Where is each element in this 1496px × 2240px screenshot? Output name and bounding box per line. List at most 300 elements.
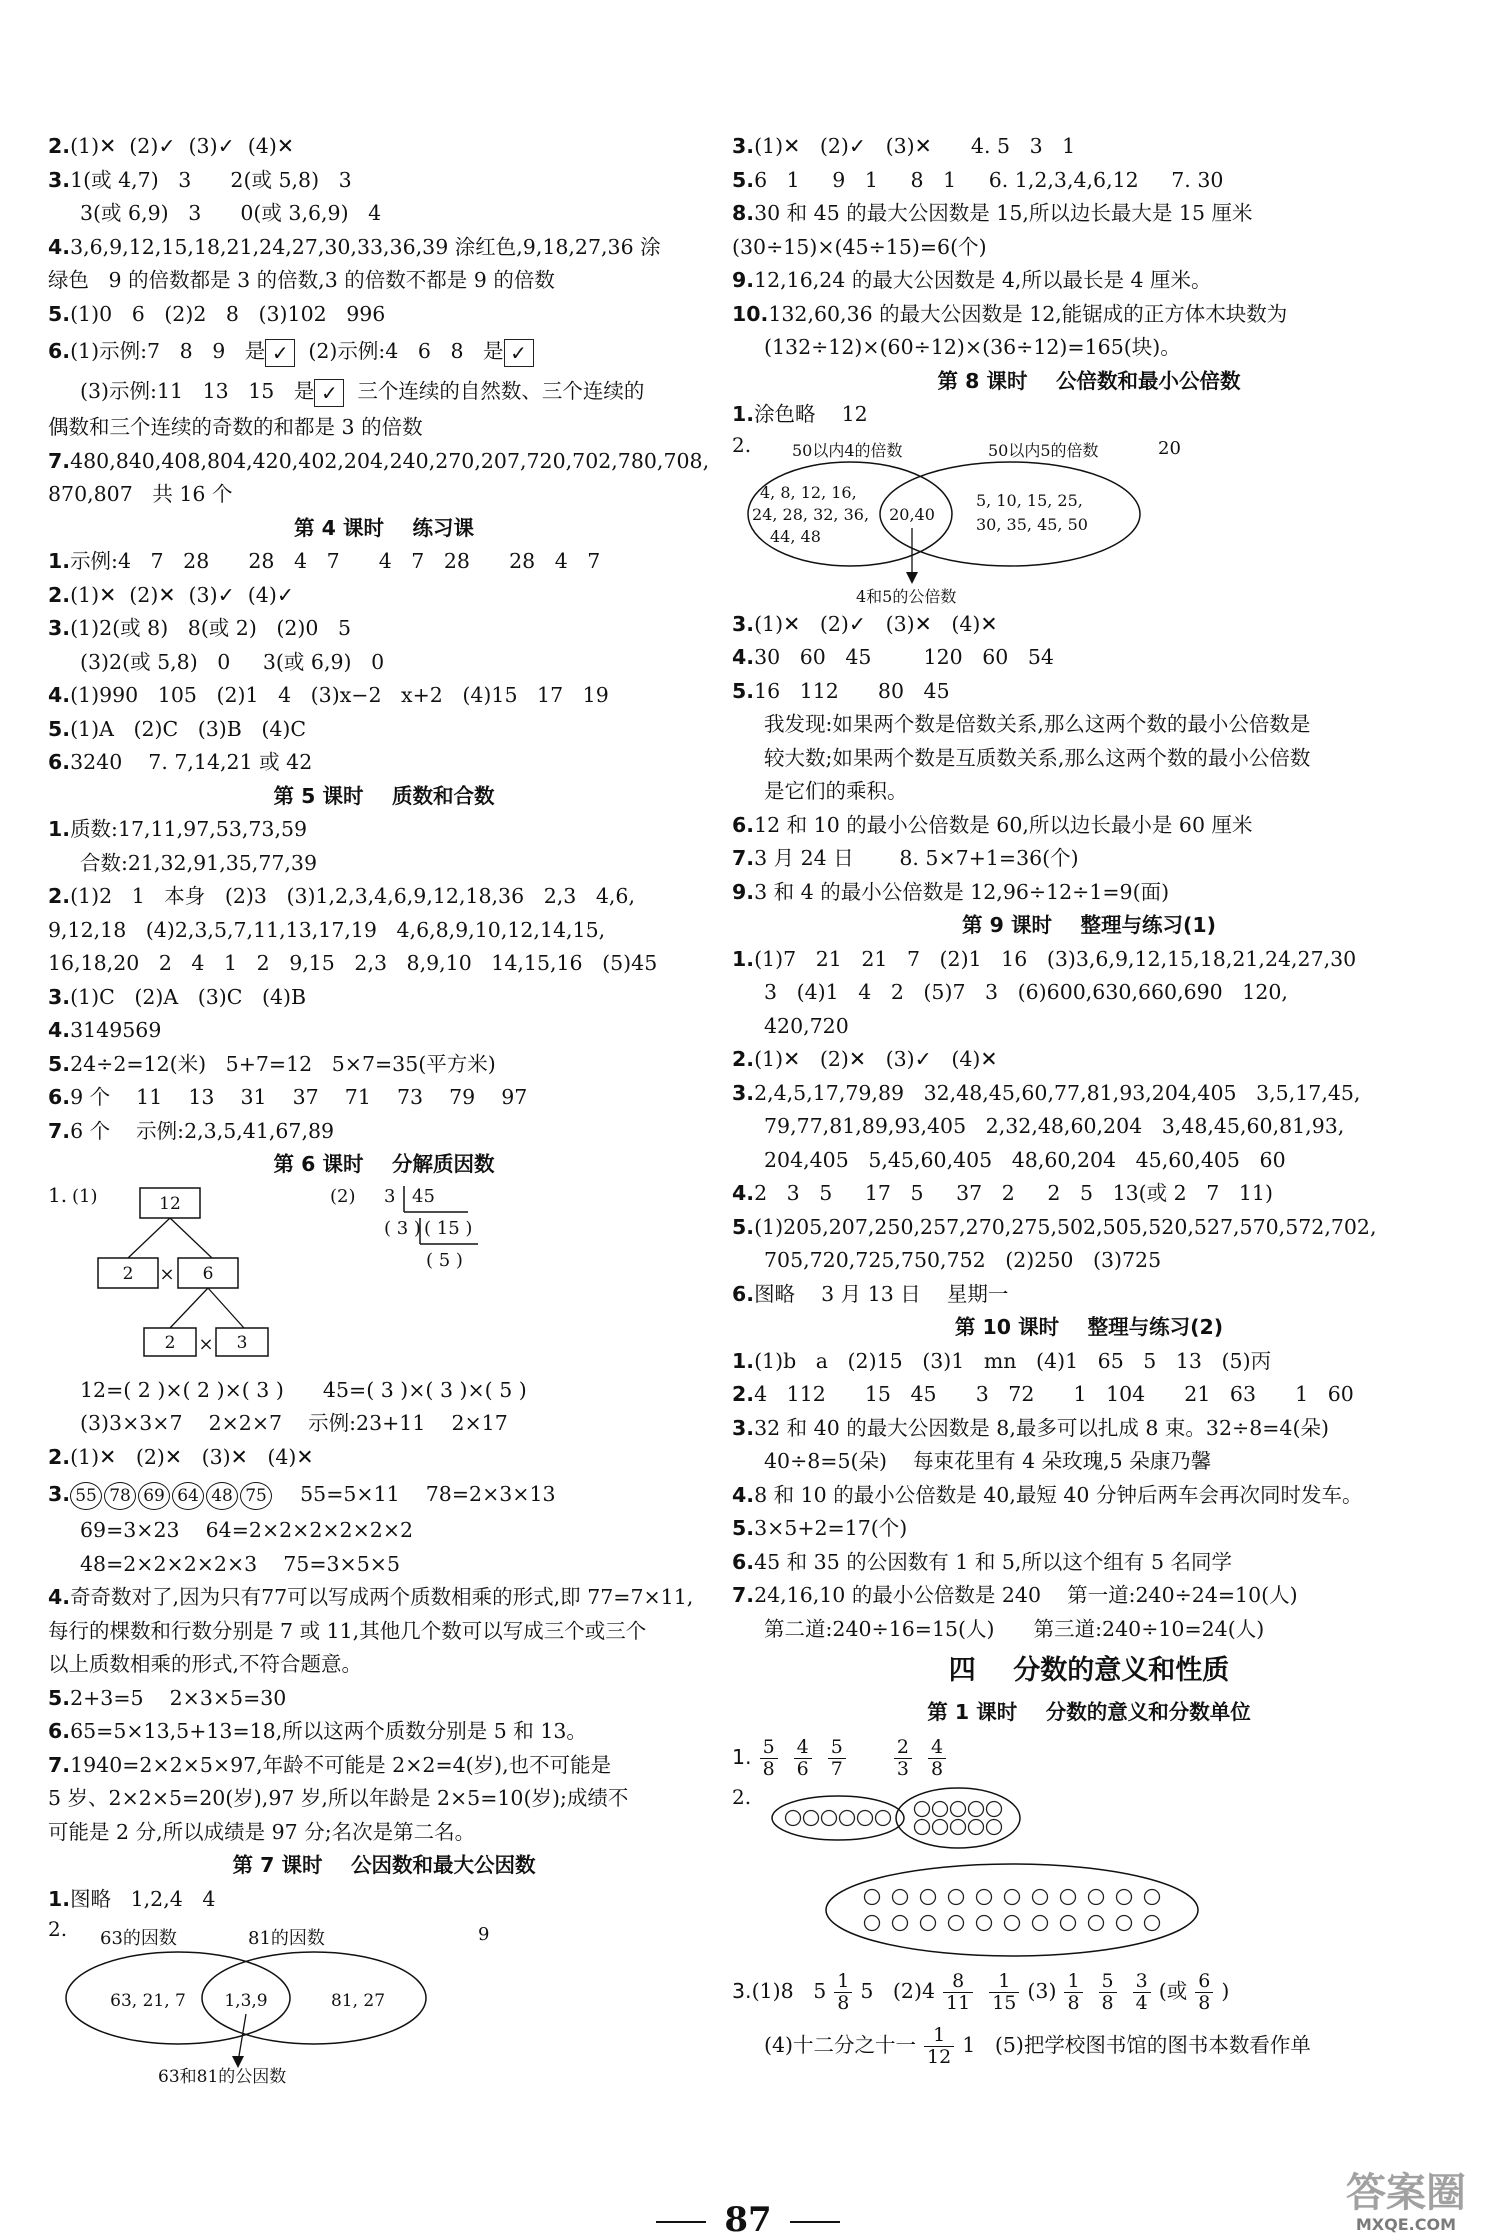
apple-icon bbox=[893, 1915, 908, 1930]
answer-text: ) bbox=[1221, 1978, 1230, 2003]
answer-text: 79,77,81,89,93,405 2,32,48,60,204 3,48,45,60,81,93, bbox=[764, 1114, 1345, 1138]
question-number: 5. bbox=[48, 1685, 71, 1710]
answer-line bbox=[48, 981, 720, 1015]
denominator: 7 bbox=[830, 1757, 843, 1780]
question-number: 10. bbox=[732, 301, 769, 326]
answer-line bbox=[732, 1278, 1446, 1312]
answer-line bbox=[48, 1548, 720, 1582]
apple-groups-diagram bbox=[732, 1784, 1446, 1964]
answer-line bbox=[48, 1749, 720, 1783]
answer-line bbox=[732, 1546, 1446, 1580]
answer-text: 16 112 80 45 bbox=[754, 678, 950, 703]
numerator: 2 bbox=[894, 1737, 912, 1759]
numerator: 4 bbox=[928, 1737, 946, 1759]
question-number: 6. bbox=[48, 339, 71, 363]
answer-text: 图略 1,2,4 4 bbox=[70, 1886, 216, 1911]
answer-text: 绿色 9 的倍数都是 3 的倍数,3 的倍数不都是 9 的倍数 bbox=[48, 268, 555, 292]
answer-text: 3(或 6,9) 3 0(或 3,6,9) 4 bbox=[80, 201, 382, 225]
question-number: 5. bbox=[732, 167, 755, 192]
numerator: 5 bbox=[828, 1737, 846, 1759]
question-number: 1. bbox=[732, 402, 755, 426]
denominator: 8 bbox=[1067, 1991, 1080, 2014]
answer-text: 较大数;如果两个数是互质数关系,那么这两个数的最小公倍数 bbox=[764, 745, 1311, 770]
apple-icon bbox=[915, 1819, 930, 1834]
fraction bbox=[828, 1737, 846, 1780]
answer-text: 204,405 5,45,60,405 48,60,204 45,60,405 60 bbox=[764, 1147, 1286, 1172]
check-box: ✓ bbox=[265, 339, 295, 367]
answer-text: 偶数和三个连续的奇数的和都是 3 的倍数 bbox=[48, 415, 423, 439]
answer-line bbox=[732, 742, 1446, 776]
venn-diagram bbox=[732, 432, 1446, 608]
answer-line bbox=[732, 1964, 1446, 2018]
answer-text: 奇奇数对了,因为只有77可以写成两个质数相乘的形式,即 77=7×11, bbox=[70, 1585, 694, 1609]
numerator: 1 bbox=[834, 1971, 852, 1993]
answer-text: 三个连续的自然数、三个连续的 bbox=[344, 379, 645, 403]
answer-line bbox=[48, 1682, 720, 1716]
denominator: 8 bbox=[1198, 1991, 1211, 2014]
answer-line bbox=[48, 1715, 720, 1749]
answer-text: (3) bbox=[1027, 1978, 1057, 2003]
answer-line bbox=[48, 411, 720, 445]
apple-icon bbox=[1061, 1915, 1076, 1930]
answer-line bbox=[48, 545, 720, 579]
answer-line bbox=[48, 612, 720, 646]
answer-line bbox=[732, 231, 1446, 265]
apple-icon bbox=[876, 1810, 891, 1825]
answer-text: 3×5+2=17(个) bbox=[754, 1516, 908, 1540]
answer-text: 2,4,5,17,79,89 32,48,45,60,77,81,93,204,405 3,5,17,45, bbox=[754, 1080, 1361, 1105]
apple-icon bbox=[1117, 1915, 1132, 1930]
answer-text: (1)✕ (2)✓ (3)✓ (4)✕ bbox=[70, 134, 295, 158]
pointer-arrow bbox=[238, 2014, 246, 2062]
unit-heading: 四 分数的意义和性质 bbox=[948, 1655, 1230, 1686]
fraction bbox=[1064, 1971, 1082, 2014]
answer-line bbox=[732, 1177, 1446, 1211]
apple-icon bbox=[822, 1810, 837, 1825]
answer-text: 30 60 45 120 60 54 bbox=[754, 645, 1054, 669]
question-number: 4. bbox=[48, 1018, 71, 1042]
answer-text: 第二道:240÷16=15(人) 第三道:240÷10=24(人) bbox=[764, 1616, 1265, 1641]
tree-right-box-label: 6 bbox=[202, 1263, 214, 1284]
answer-text: 3 和 4 的最小公倍数是 12,96÷12÷1=9(面) bbox=[754, 879, 1170, 904]
lesson-heading: 第 9 课时 整理与练习(1) bbox=[961, 913, 1217, 937]
apple-icon bbox=[933, 1819, 948, 1834]
question-number: 3. bbox=[732, 134, 755, 158]
answer-line bbox=[732, 1579, 1446, 1613]
set-label: 63的因数 bbox=[100, 1928, 177, 1949]
answer-line bbox=[732, 943, 1446, 977]
question-number: 1. bbox=[48, 817, 71, 841]
answer-line bbox=[732, 1479, 1446, 1513]
answer-text: 30 和 45 的最大公因数是 15,所以边长最大是 15 厘米 bbox=[754, 201, 1253, 225]
apple-icon bbox=[858, 1810, 873, 1825]
question-number: 6. bbox=[732, 1549, 755, 1574]
answer-text: 质数:17,11,97,53,73,59 bbox=[70, 817, 308, 841]
answer-line bbox=[732, 1730, 1446, 1784]
answer-text: (或 bbox=[1158, 1978, 1188, 2003]
question-number: 2. bbox=[48, 884, 71, 908]
apple-icon bbox=[1005, 1889, 1020, 1904]
answer-text: (1)示例:7 8 9 是 bbox=[70, 339, 266, 363]
answer-line bbox=[732, 876, 1446, 910]
apple-icon bbox=[969, 1801, 984, 1816]
question-number: 3. bbox=[48, 616, 71, 640]
answer-text: 3 月 24 日 8. 5×7+1=36(个) bbox=[754, 846, 1079, 870]
question-number: 4. bbox=[732, 1482, 755, 1507]
fraction bbox=[924, 2025, 954, 2068]
answer-text: 705,720,725,750,752 (2)250 (3)725 bbox=[764, 1248, 1162, 1272]
answer-text: (1)8 5 bbox=[751, 1978, 827, 2003]
answer-line bbox=[48, 679, 720, 713]
answer-line bbox=[732, 1010, 1446, 1044]
question-number: 4. bbox=[48, 234, 71, 259]
question-number: 7. bbox=[48, 448, 71, 473]
answer-text: (1)2 1 本身 (2)3 (3)1,2,3,4,6,9,12,18,36 2,3 4,6, bbox=[70, 884, 635, 908]
answer-line bbox=[48, 947, 720, 981]
answer-line bbox=[48, 197, 720, 231]
answer-line bbox=[732, 775, 1446, 809]
answer-text: (1)✕ (2)✕ (3)✕ (4)✕ bbox=[70, 1444, 314, 1469]
answer-line bbox=[48, 1407, 720, 1441]
apple-icon bbox=[949, 1889, 964, 1904]
answer-text: 9,12,18 (4)2,3,5,7,11,13,17,19 4,6,8,9,10,12,14,15, bbox=[48, 917, 606, 942]
answer-line bbox=[732, 976, 1446, 1010]
denominator: 3 bbox=[896, 1757, 909, 1780]
apple-icon bbox=[865, 1915, 880, 1930]
dividend: 45 bbox=[412, 1185, 435, 1207]
watermark-logo: 答案圈 bbox=[1346, 2170, 1466, 2216]
answer-line bbox=[48, 1581, 720, 1615]
lesson-heading: 第 4 课时 练习课 bbox=[293, 515, 475, 540]
apple-icon bbox=[865, 1889, 880, 1904]
question-number: 7. bbox=[48, 1752, 71, 1777]
question-number: 2. bbox=[48, 1444, 71, 1469]
answer-line bbox=[732, 1211, 1446, 1245]
fraction bbox=[928, 1737, 946, 1780]
fraction bbox=[1099, 1971, 1117, 2014]
apple-icon bbox=[1061, 1889, 1076, 1904]
answer-text: (3)3×3×7 2×2×7 示例:23+11 2×17 bbox=[80, 1411, 508, 1435]
question-number: 9. bbox=[732, 268, 755, 292]
answer-text: 16,18,20 2 4 1 2 9,15 2,3 8,9,10 14,15,16 (5)45 bbox=[48, 951, 658, 975]
answer-text: (1)✕ (2)✕ (3)✓ (4)✓ bbox=[70, 582, 295, 607]
fraction bbox=[760, 1737, 778, 1780]
answer-line bbox=[732, 197, 1446, 231]
answer-text: 420,720 bbox=[764, 1013, 849, 1038]
answer-line bbox=[732, 842, 1446, 876]
set-label: 50以内5的倍数 bbox=[988, 440, 1099, 460]
answer-line bbox=[48, 130, 720, 164]
question-number: 6. bbox=[48, 1085, 71, 1109]
answer-line bbox=[48, 1081, 720, 1115]
answer-value: 9 bbox=[478, 1924, 490, 1945]
answer-text: (1)✕ (2)✓ (3)✕ 4. 5 3 1 bbox=[754, 134, 1076, 158]
answer-line bbox=[48, 813, 720, 847]
answer-line bbox=[48, 1115, 720, 1149]
answer-text: 每行的棵数和行数分别是 7 或 11,其他几个数可以写成三个或三个 bbox=[48, 1618, 647, 1643]
question-number: 1. bbox=[48, 1182, 68, 1207]
question-number: 1. bbox=[48, 549, 71, 573]
answer-text: (1)990 105 (2)1 4 (3)x−2 x+2 (4)15 17 19 bbox=[70, 683, 609, 707]
numerator: 3 bbox=[1133, 1971, 1151, 1993]
answer-line bbox=[732, 1110, 1446, 1144]
apple-icon bbox=[987, 1819, 1002, 1834]
apple-icon bbox=[951, 1801, 966, 1816]
set-b-values: 30, 35, 45, 50 bbox=[976, 514, 1088, 534]
apple-icon bbox=[977, 1889, 992, 1904]
numerator: 1 bbox=[924, 2025, 954, 2047]
question-number: 3. bbox=[48, 167, 71, 192]
venn-diagram bbox=[48, 1916, 720, 2086]
divisor: 3 bbox=[384, 1185, 396, 1207]
question-number: 3. bbox=[732, 1978, 752, 2003]
apple-icon bbox=[921, 1889, 936, 1904]
answer-text: (1)C (2)A (3)C (4)B bbox=[70, 984, 307, 1009]
answer-text: 55=5×11 78=2×3×13 bbox=[274, 1482, 556, 1506]
answer-line bbox=[48, 579, 720, 613]
intersection-label: 63和81的公因数 bbox=[158, 2067, 287, 2086]
denominator: 8 bbox=[1101, 1991, 1114, 2014]
answer-text: 示例:4 7 28 28 4 7 4 7 28 28 4 7 bbox=[70, 549, 601, 573]
question-number: 3. bbox=[732, 611, 755, 636]
answer-line bbox=[48, 1883, 720, 1917]
apple-icon bbox=[1005, 1915, 1020, 1930]
answer-text: 32 和 40 的最大公因数是 8,最多可以扎成 8 束。32÷8=4(朵) bbox=[754, 1415, 1329, 1440]
apple-icon bbox=[1033, 1915, 1048, 1930]
apple-icon bbox=[1145, 1915, 1160, 1930]
answer-text: 6 1 9 1 8 1 6. 1,2,3,4,6,12 7. 30 bbox=[754, 167, 1224, 192]
question-number: 5. bbox=[48, 301, 71, 326]
answer-line bbox=[732, 641, 1446, 675]
answer-text: 40÷8=5(朵) 每束花里有 4 朵玫瑰,5 朵康乃馨 bbox=[764, 1449, 1212, 1473]
set-label: 81的因数 bbox=[248, 1928, 325, 1949]
denominator: 12 bbox=[927, 2045, 952, 2068]
apple-icon bbox=[1117, 1889, 1132, 1904]
answer-text: 合数:21,32,91,35,77,39 bbox=[80, 850, 318, 875]
tree-leaf-box-label: 2 bbox=[164, 1332, 176, 1353]
set-label: 50以内4的倍数 bbox=[792, 440, 903, 460]
answer-text: 5 岁、2×2×5=20(岁),97 岁,所以年龄是 2×5=10(岁);成绩不 bbox=[48, 1786, 629, 1810]
answer-text: 我发现:如果两个数是倍数关系,那么这两个数的最小公倍数是 bbox=[764, 712, 1311, 736]
lesson-heading: 第 8 课时 公倍数和最小公倍数 bbox=[937, 368, 1241, 393]
question-number: 4. bbox=[732, 1181, 755, 1205]
lesson-heading: 第 10 课时 整理与练习(2) bbox=[954, 1315, 1224, 1339]
answer-line bbox=[732, 331, 1446, 365]
answer-line bbox=[48, 1615, 720, 1649]
question-number: 3. bbox=[48, 1482, 71, 1506]
quotient: ( 5 ) bbox=[426, 1249, 463, 1271]
answer-line bbox=[732, 1445, 1446, 1479]
answer-text: 870,807 共 16 个 bbox=[48, 482, 233, 506]
numerator: 5 bbox=[1099, 1971, 1117, 1993]
answer-text: (1)✕ (2)✓ (3)✕ (4)✕ bbox=[754, 611, 998, 636]
answer-text: (3)示例:11 13 15 是 bbox=[80, 379, 315, 403]
venn-diagram-figure bbox=[48, 1916, 720, 2086]
answer-text: 2+3=5 2×3×5=30 bbox=[70, 1685, 287, 1710]
circled-number: 64 bbox=[172, 1482, 204, 1510]
denominator: 15 bbox=[992, 1991, 1017, 2014]
answer-line bbox=[732, 1144, 1446, 1178]
question-number: 5. bbox=[48, 716, 71, 741]
apple-icon bbox=[1089, 1915, 1104, 1930]
answer-text: 480,840,408,804,420,402,204,240,270,207,720,702,780,708, bbox=[70, 448, 710, 473]
question-number: 6. bbox=[732, 812, 755, 837]
lesson-heading: 第 5 课时 质数和合数 bbox=[273, 783, 495, 808]
answer-line bbox=[732, 264, 1446, 298]
apple-icon bbox=[893, 1889, 908, 1904]
answer-line bbox=[48, 164, 720, 198]
answer-line bbox=[732, 1077, 1446, 1111]
answer-line bbox=[48, 646, 720, 680]
question-number: 5. bbox=[732, 678, 755, 703]
answer-line bbox=[48, 1014, 720, 1048]
apple-icon bbox=[921, 1915, 936, 1930]
question-number: 6. bbox=[48, 750, 71, 774]
circled-number: 48 bbox=[206, 1482, 238, 1510]
pointer-arrowhead bbox=[906, 572, 918, 584]
answer-text: 1 (5)把学校图书馆的图书本数看作单 bbox=[962, 2032, 1311, 2057]
answer-line bbox=[732, 1613, 1446, 1647]
answer-line bbox=[48, 1514, 720, 1548]
circled-number: 78 bbox=[104, 1482, 136, 1510]
question-number: 1. bbox=[48, 1886, 71, 1911]
question-number: 3. bbox=[732, 1080, 755, 1105]
answer-line bbox=[732, 130, 1446, 164]
answer-line bbox=[48, 445, 720, 479]
answer-text: 24,16,10 的最小公倍数是 240 第一道:240÷24=10(人) bbox=[754, 1583, 1298, 1607]
question-number: 4. bbox=[48, 683, 71, 707]
fraction bbox=[834, 1971, 852, 2014]
apple-icon bbox=[949, 1915, 964, 1930]
question-number: 7. bbox=[732, 846, 755, 870]
answer-text: 6 个 示例:2,3,5,41,67,89 bbox=[70, 1118, 335, 1143]
apple-icon bbox=[915, 1801, 930, 1816]
answer-text: (4)十二分之十一 bbox=[764, 2032, 917, 2057]
answer-line bbox=[732, 398, 1446, 432]
answer-line bbox=[48, 1648, 720, 1682]
answer-text: 4 112 15 45 3 72 1 104 21 63 1 60 bbox=[754, 1382, 1354, 1406]
answer-line bbox=[48, 298, 720, 332]
answer-text: 2 3 5 17 5 37 2 2 5 13(或 2 7 11) bbox=[754, 1181, 1273, 1205]
answer-text: (1)2(或 8) 8(或 2) (2)0 5 bbox=[70, 616, 352, 640]
answer-line bbox=[732, 1043, 1446, 1077]
apple-groups-figure bbox=[732, 1784, 1446, 1964]
answer-line bbox=[732, 809, 1446, 843]
apple-icon bbox=[1145, 1889, 1160, 1904]
numerator: 8 bbox=[943, 1971, 973, 1993]
answer-text: 涂色略 12 bbox=[754, 402, 868, 426]
question-number: 4. bbox=[48, 1585, 71, 1609]
answer-text: 3149569 bbox=[70, 1018, 162, 1042]
intersection-values: 20,40 bbox=[889, 504, 935, 524]
factor-tree-diagram bbox=[48, 1182, 720, 1374]
answer-line bbox=[48, 264, 720, 298]
fraction bbox=[794, 1737, 812, 1780]
question-number: 2. bbox=[48, 1917, 68, 1941]
watermark-url: MXQE.COM bbox=[1355, 2215, 1456, 2234]
answer-line bbox=[732, 708, 1446, 742]
answer-line bbox=[732, 1378, 1446, 1412]
answer-line bbox=[48, 746, 720, 780]
part-label: (1) bbox=[72, 1185, 98, 1207]
answer-text: 1(或 4,7) 3 2(或 5,8) 3 bbox=[70, 167, 352, 192]
tree-branch bbox=[170, 1218, 212, 1258]
numerator: 6 bbox=[1195, 1971, 1213, 1993]
intersection-label: 4和5的公倍数 bbox=[856, 586, 957, 606]
answer-line bbox=[732, 2018, 1446, 2072]
answer-line bbox=[48, 847, 720, 881]
set-a-values: 44, 48 bbox=[770, 526, 821, 546]
set-a-values: 4, 8, 12, 16, bbox=[760, 482, 857, 502]
answer-text: (3)2(或 5,8) 0 3(或 6,9) 0 bbox=[80, 649, 385, 674]
tree-branch bbox=[208, 1288, 244, 1328]
tree-left-box-label: 2 bbox=[122, 1263, 134, 1284]
answer-line bbox=[48, 713, 720, 747]
answer-text: 132,60,36 的最大公因数是 12,能锯成的正方体木块数为 bbox=[768, 301, 1288, 326]
times-sign: × bbox=[198, 1333, 214, 1355]
question-number: 5. bbox=[732, 1516, 755, 1540]
answer-text: (30÷15)×(45÷15)=6(个) bbox=[732, 234, 987, 259]
answer-text: (1)205,207,250,257,270,275,502,505,520,527,570,572,702, bbox=[754, 1214, 1377, 1239]
apple-group-small bbox=[772, 1796, 904, 1840]
answer-text: 可能是 2 分,所以成绩是 97 分;名次是第二名。 bbox=[48, 1819, 476, 1844]
question-number: 4. bbox=[732, 645, 755, 669]
fraction bbox=[1133, 1971, 1151, 2014]
answer-line bbox=[732, 164, 1446, 198]
answer-line bbox=[48, 1048, 720, 1082]
left-column bbox=[48, 130, 720, 2086]
fraction bbox=[1195, 1971, 1213, 2014]
factor-tree-figure bbox=[48, 1182, 720, 1374]
answer-line bbox=[48, 371, 720, 411]
answer-text: 是它们的乘积。 bbox=[764, 779, 908, 803]
fraction bbox=[894, 1737, 912, 1780]
question-number: 3. bbox=[732, 1415, 755, 1440]
tree-leaf-box-label: 3 bbox=[236, 1332, 248, 1353]
answer-line bbox=[732, 298, 1446, 332]
venn-diagram-figure bbox=[732, 432, 1446, 608]
denominator: 8 bbox=[930, 1757, 944, 1780]
question-number: 3. bbox=[48, 984, 71, 1009]
answer-line bbox=[732, 1512, 1446, 1546]
answer-text: 69=3×23 64=2×2×2×2×2×2 bbox=[80, 1518, 414, 1542]
circled-number: 69 bbox=[138, 1482, 170, 1510]
answer-text: 9 个 11 13 31 37 71 73 79 97 bbox=[70, 1085, 528, 1109]
answer-text: (2)示例:4 6 8 是 bbox=[295, 339, 504, 363]
answer-line bbox=[732, 1345, 1446, 1379]
answer-text: 3 (4)1 4 2 (5)7 3 (6)600,630,660,690 120, bbox=[764, 980, 1288, 1004]
answer-text: 12 和 10 的最小公倍数是 60,所以边长最小是 60 厘米 bbox=[754, 812, 1253, 837]
answer-text: (1)7 21 21 7 (2)1 16 (3)3,6,9,12,15,18,21,24,27,30 bbox=[754, 946, 1357, 971]
answer-line bbox=[732, 675, 1446, 709]
numerator: 1 bbox=[989, 1971, 1019, 1993]
answer-text: 65=5×13,5+13=18,所以这两个质数分别是 5 和 13。 bbox=[70, 1719, 587, 1743]
denominator: 6 bbox=[796, 1757, 809, 1780]
denominator: 8 bbox=[762, 1757, 775, 1780]
answer-text: 45 和 35 的公因数有 1 和 5,所以这个组有 5 名同学 bbox=[754, 1549, 1233, 1574]
denominator: 11 bbox=[946, 1991, 971, 2014]
fraction bbox=[943, 1971, 973, 2014]
lesson-heading: 第 6 课时 分解质因数 bbox=[273, 1152, 495, 1176]
answer-line bbox=[48, 231, 720, 265]
answer-line bbox=[732, 1412, 1446, 1446]
apple-group-medium bbox=[896, 1788, 1020, 1848]
question-number: 5. bbox=[48, 1051, 71, 1076]
right-column bbox=[732, 130, 1446, 2072]
denominator: 8 bbox=[837, 1991, 850, 2014]
answer-text: 12=( 2 )×( 2 )×( 3 ) 45=( 3 )×( 3 )×( 5 ) bbox=[80, 1377, 527, 1402]
apple-icon bbox=[951, 1819, 966, 1834]
